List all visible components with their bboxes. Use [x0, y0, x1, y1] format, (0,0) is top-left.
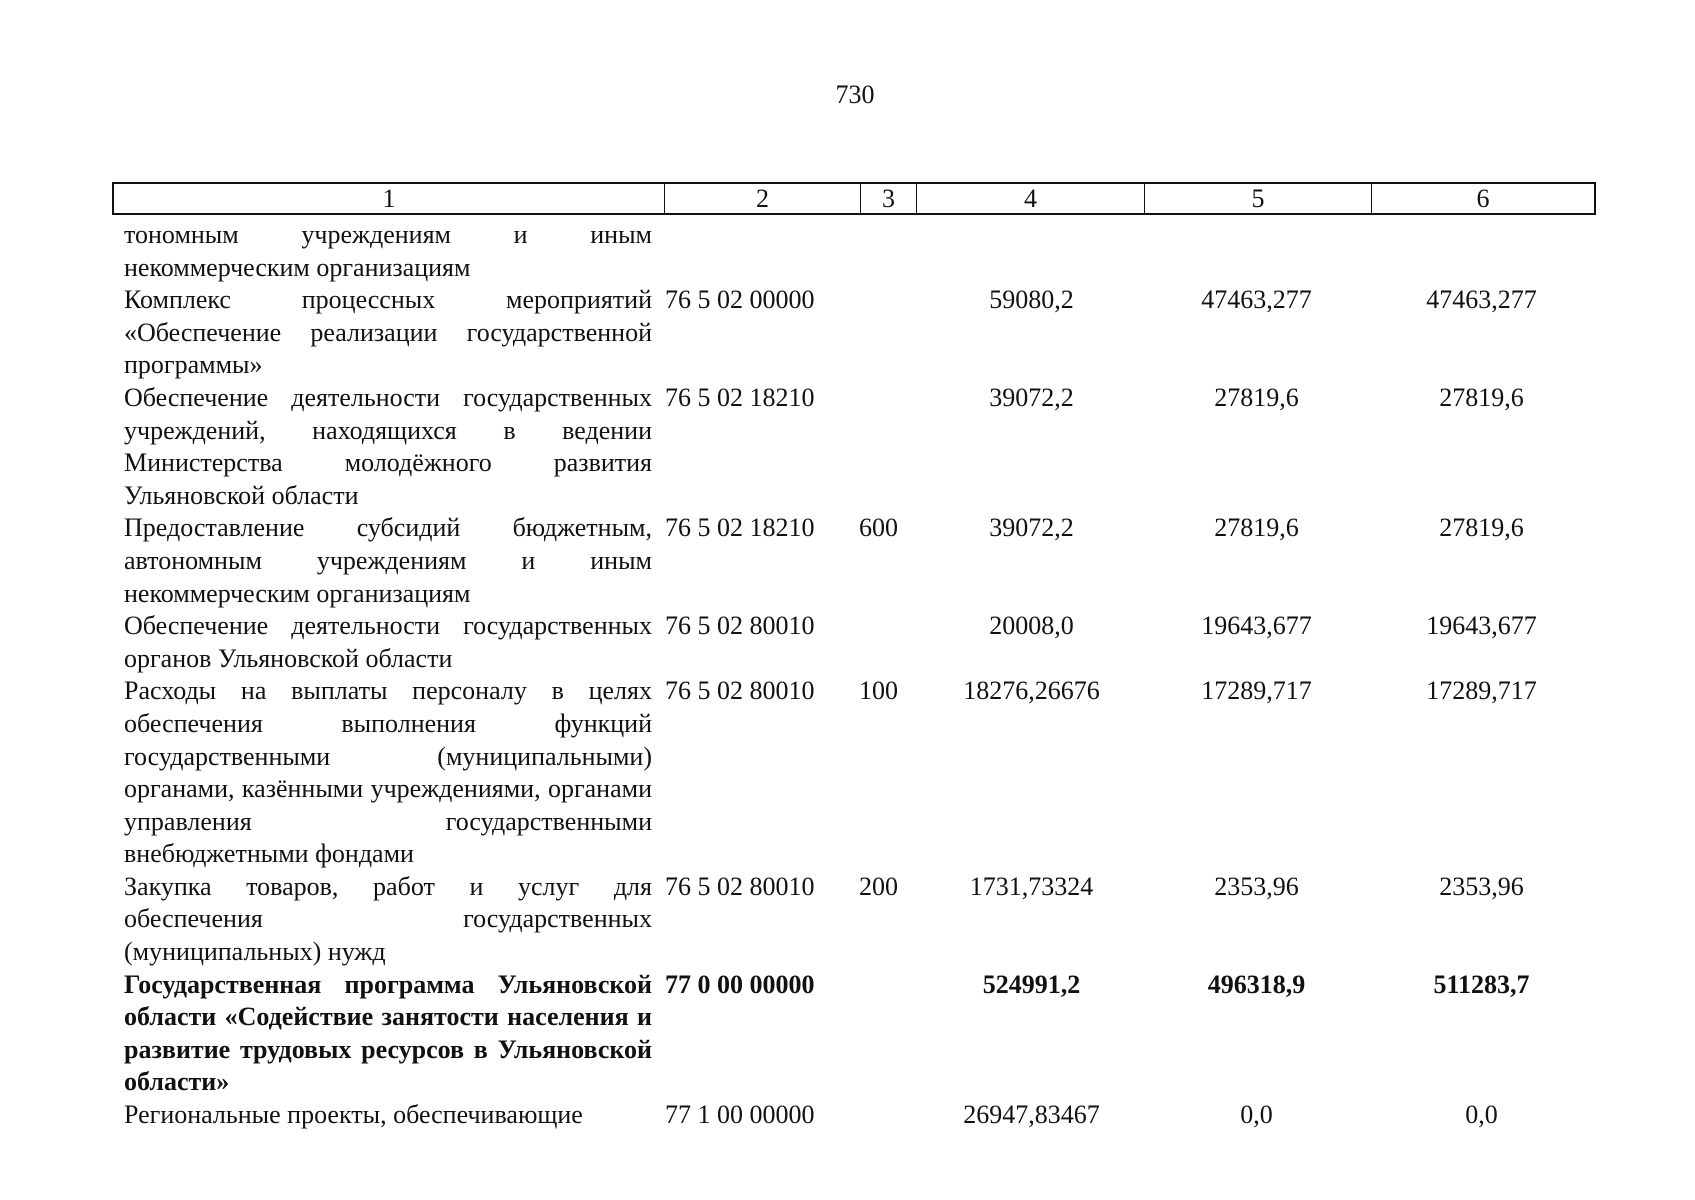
- header-col-1: 1: [114, 184, 665, 213]
- row-description: Обеспечение деятельности государственных учреждений, находящихся в ведении Министерства молодёжного развития Ульяновской области: [124, 382, 652, 510]
- row-description: Региональные проекты, обеспечивающие: [124, 1100, 583, 1130]
- row-description: Государственная программа Ульяновской области «Содействие занятости населения и развитие трудовых ресурсов в Ульяновской области»: [124, 969, 652, 1097]
- row-expense-type: 100: [859, 676, 898, 706]
- table-row: [124, 284, 1594, 382]
- row-code: 76 5 02 80010: [665, 611, 815, 641]
- table-header: [112, 182, 1596, 215]
- row-value-6: 27819,6: [1439, 513, 1524, 543]
- table-row: [124, 871, 1594, 969]
- row-code: 76 5 02 80010: [665, 871, 815, 901]
- table-row: [124, 512, 1594, 610]
- table-row: [124, 382, 1594, 512]
- row-value-4: 39072,2: [989, 513, 1074, 543]
- row-expense-type: 200: [859, 871, 898, 901]
- row-value-4: 18276,26676: [963, 676, 1100, 706]
- row-description: Комплекс процессных мероприятий «Обеспечение реализации государственной программы»: [124, 285, 652, 380]
- table-row: [124, 219, 1594, 284]
- header-col-2: 2: [665, 184, 861, 213]
- row-value-4: 26947,83467: [963, 1100, 1100, 1130]
- row-value-6: 19643,677: [1426, 611, 1537, 641]
- header-col-5: 5: [1145, 184, 1372, 213]
- table-row-program: [124, 969, 1594, 1099]
- row-code: 76 5 02 00000: [665, 285, 815, 315]
- row-code: 77 1 00 00000: [665, 1100, 815, 1130]
- row-value-5: 496318,9: [1207, 969, 1306, 999]
- row-value-6: 27819,6: [1439, 382, 1524, 412]
- header-col-3: 3: [861, 184, 917, 213]
- table-body: [124, 219, 1594, 1132]
- row-value-5: 19643,677: [1201, 611, 1312, 641]
- row-value-5: 2353,96: [1214, 871, 1299, 901]
- row-value-5: 27819,6: [1214, 382, 1299, 412]
- row-value-5: 17289,717: [1201, 676, 1312, 706]
- table-row: [124, 675, 1594, 871]
- table-row: [124, 1099, 1594, 1132]
- row-value-4: 20008,0: [989, 611, 1074, 641]
- row-expense-type: 600: [859, 513, 898, 543]
- row-description: Обеспечение деятельности государственных органов Ульяновской области: [124, 611, 652, 673]
- header-col-6: 6: [1476, 184, 1490, 213]
- row-value-5: 0,0: [1240, 1100, 1273, 1130]
- row-code: 76 5 02 18210: [665, 513, 815, 543]
- row-value-4: 39072,2: [989, 382, 1074, 412]
- row-code: 77 0 00 00000: [665, 969, 815, 999]
- row-description: Закупка товаров, работ и услуг для обеспечения государственных (муниципальных) нужд: [124, 871, 652, 967]
- row-value-4: 1731,73324: [969, 871, 1094, 901]
- row-code: 76 5 02 18210: [665, 382, 815, 412]
- row-value-6: 17289,717: [1426, 676, 1537, 706]
- header-col-4: 4: [917, 184, 1145, 213]
- row-value-6: 47463,277: [1426, 285, 1537, 315]
- row-value-4: 524991,2: [982, 969, 1081, 999]
- row-value-5: 47463,277: [1201, 285, 1312, 315]
- row-value-6: 0,0: [1465, 1100, 1498, 1130]
- row-description: Расходы на выплаты персоналу в целях обеспечения выполнения функций государственными (муниципальными) органами, казёнными учреждениями, органами управления государственными внебюджетными фондами: [124, 676, 652, 869]
- row-description: тономным учреждениям и иным некоммерческим организациям: [124, 220, 652, 282]
- table-row: [124, 610, 1594, 675]
- row-value-6: 511283,7: [1433, 969, 1530, 999]
- page-number: 730: [835, 80, 875, 109]
- row-value-5: 27819,6: [1214, 513, 1299, 543]
- row-value-4: 59080,2: [989, 285, 1074, 315]
- row-code: 76 5 02 80010: [665, 676, 815, 706]
- row-value-6: 2353,96: [1439, 871, 1524, 901]
- row-description: Предоставление субсидий бюджетным, автономным учреждениям и иным некоммерческим организациям: [124, 513, 652, 608]
